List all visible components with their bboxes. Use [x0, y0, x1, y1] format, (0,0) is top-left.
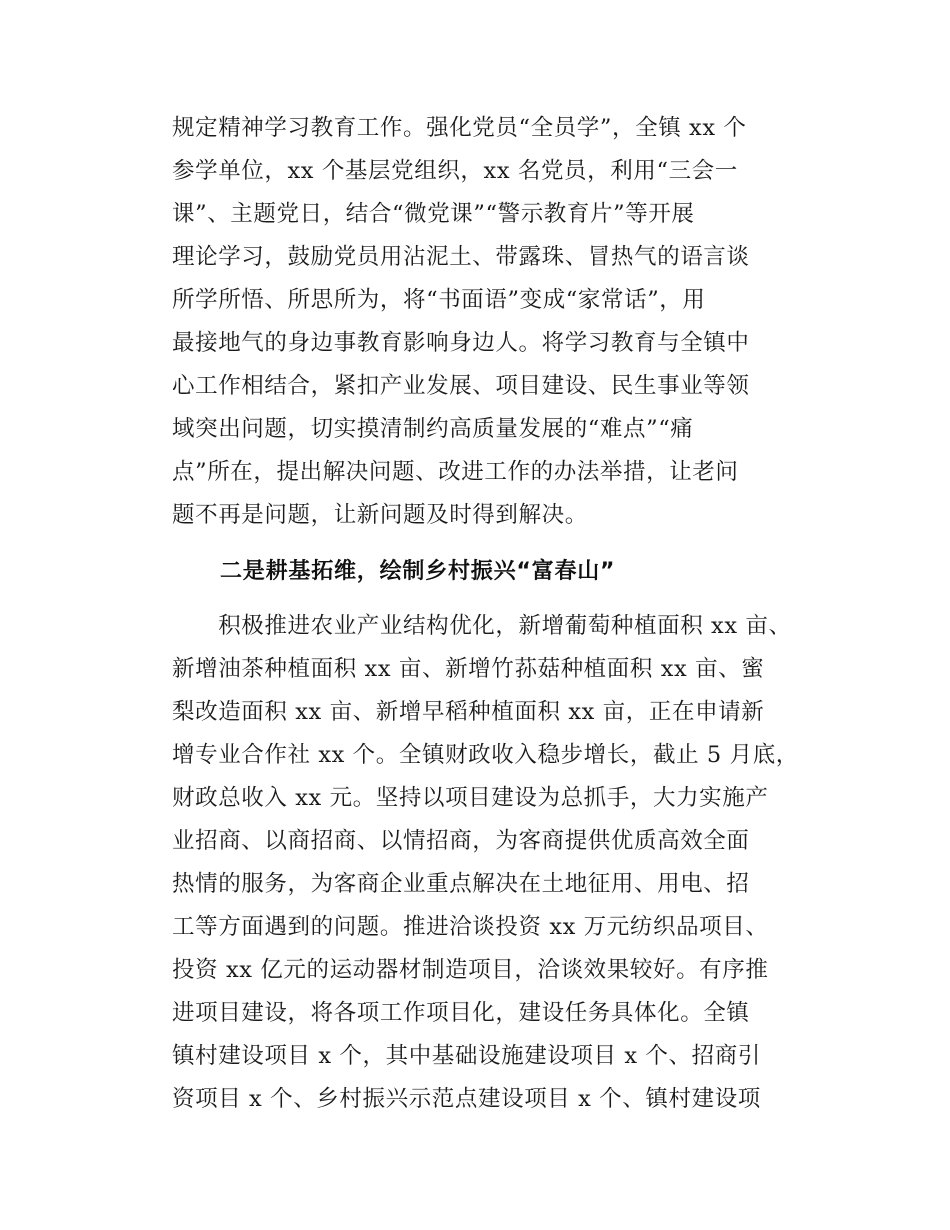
paragraph-line: 域突出问题，切实摸清制约高质量发展的“难点”“痛: [172, 416, 694, 442]
paragraph-line: 镇村建设项目 x 个，其中基础设施建设项目 x 个、招商引: [172, 1043, 761, 1069]
paragraph-line: 业招商、以商招商、以情招商，为客商提供优质高效全面: [172, 828, 750, 854]
paragraph-line: 新增油茶种植面积 xx 亩、新增竹荪菇种植面积 xx 亩、蜜: [172, 656, 765, 682]
paragraph-line: 投资 xx 亿元的运动器材制造项目，洽谈效果较好。有序推: [172, 957, 769, 983]
paragraph-line: 心工作相结合，紧扣产业发展、项目建设、民生事业等领: [172, 373, 750, 399]
paragraph-line: 点”所在，提出解决问题、改进工作的办法举措，让老问: [172, 459, 739, 485]
paragraph-line: 所学所悟、所思所为，将“书面语”变成“家常话”，用: [172, 287, 706, 313]
paragraph-line: 规定精神学习教育工作。强化党员“全员学”，全镇 xx 个: [172, 115, 747, 141]
paragraph-line: 工等方面遇到的问题。推进洽谈投资 xx 万元纺织品项目、: [172, 914, 769, 940]
paragraph-line: 资项目 x 个、乡村振兴示范点建设项目 x 个、镇村建设项: [172, 1086, 761, 1112]
paragraph-line: 积极推进农业产业结构优化，新增葡萄种植面积 xx 亩、: [172, 613, 792, 639]
paragraph-line: 课”、主题党日，结合“微党课”“警示教育片”等开展: [172, 201, 695, 227]
paragraph-line: 热情的服务，为客商企业重点解决在土地征用、用电、招: [172, 871, 750, 897]
section-heading: 二是耕基拓维，绘制乡村振兴“富春山”: [220, 559, 616, 584]
paragraph-line: 进项目建设，将各项工作项目化，建设任务具体化。全镇: [172, 1000, 750, 1026]
paragraph-line: 梨改造面积 xx 亩、新增早稻种植面积 xx 亩，正在申请新: [172, 699, 765, 725]
paragraph-line: 题不再是问题，让新问题及时得到解决。: [172, 502, 588, 528]
paragraph-line: 最接地气的身边事教育影响身边人。将学习教育与全镇中: [172, 330, 750, 356]
paragraph-line: 参学单位，xx 个基层党组织，xx 名党员，利用“三会一: [172, 158, 738, 184]
paragraph-line: 理论学习，鼓励党员用沾泥土、带露珠、冒热气的语言谈: [172, 244, 750, 270]
paragraph-line: 财政总收入 xx 元。坚持以项目建设为总抓手，大力实施产: [172, 785, 769, 811]
paragraph-line: 增专业合作社 xx 个。全镇财政收入稳步增长，截止 5 月底，: [172, 742, 799, 768]
